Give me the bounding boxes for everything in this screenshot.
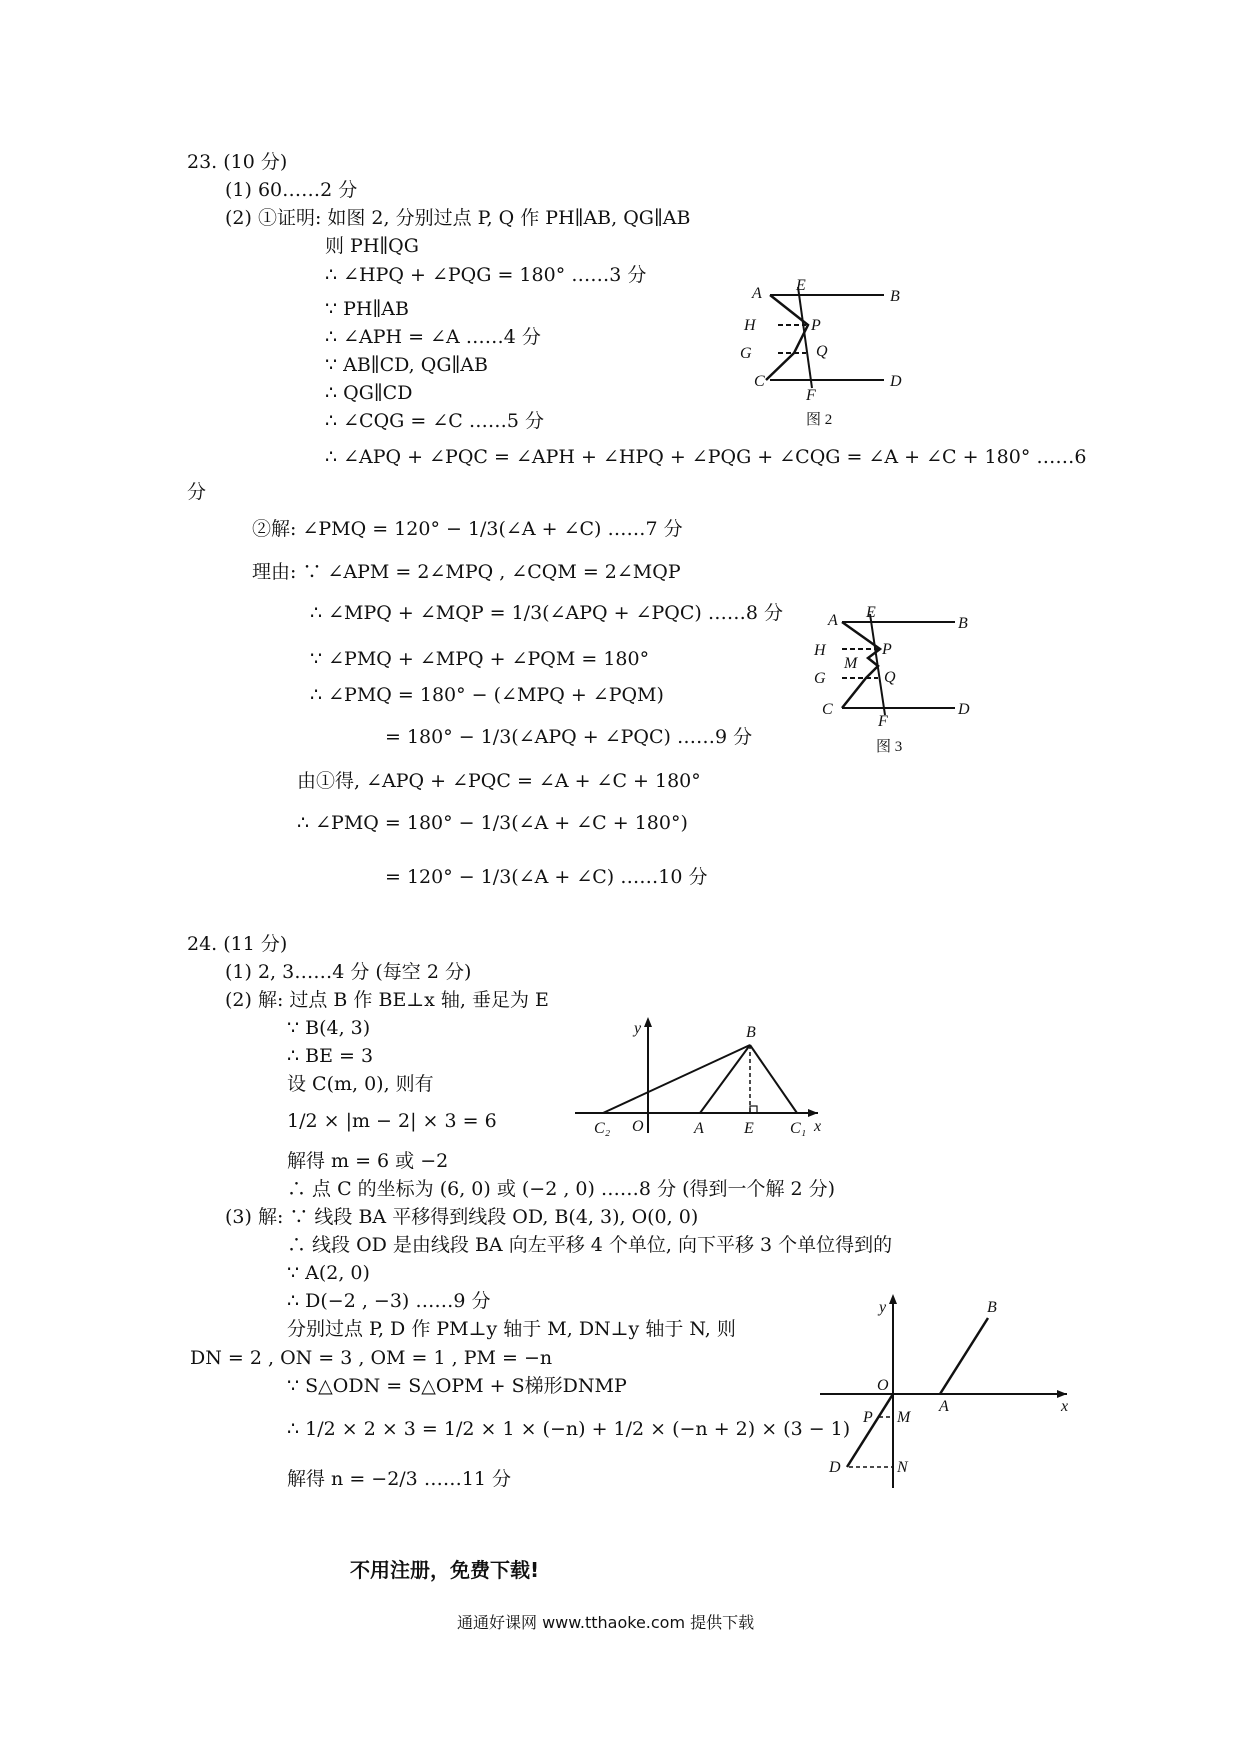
q23-line: 由①得, ∠APQ + ∠PQC = ∠A + ∠C + 180°: [297, 770, 701, 792]
q24-line: 1/2 × |m − 2| × 3 = 6: [287, 1110, 497, 1132]
q24-line: 分别过点 P, D 作 PM⊥y 轴于 M, DN⊥y 轴于 N, 则: [287, 1318, 736, 1340]
figure-3: [808, 603, 988, 761]
fig2-label: P: [811, 317, 821, 334]
q23-header: 23. (10 分): [187, 151, 288, 173]
fig3-label: P: [882, 641, 892, 658]
q24-line: ∴ D(−2 , −3) ……9 分: [287, 1290, 491, 1312]
q23-line: 理由: ∵ ∠APM = 2∠MPQ , ∠CQM = 2∠MQP: [252, 561, 681, 583]
fig3-label: F: [878, 713, 888, 730]
q23-line: 则 PH∥QG: [325, 235, 419, 257]
q24-line: ∵ B(4, 3): [287, 1017, 371, 1039]
fig2-label: B: [890, 288, 900, 305]
q23-line: (1) 60……2 分: [225, 179, 358, 201]
fig5-label: x: [1061, 1398, 1069, 1415]
q24-line: (3) 解: ∵ 线段 BA 平移得到线段 OD, B(4, 3), O(0, 0): [225, 1206, 699, 1228]
fig3-label: H: [814, 642, 826, 659]
q24-line: (2) 解: 过点 B 作 BE⊥x 轴, 垂足为 E: [225, 989, 549, 1011]
fig3-label: B: [958, 615, 968, 632]
q24-line: ∴ 线段 OD 是由线段 BA 向左平移 4 个单位, 向下平移 3 个单位得到的: [287, 1234, 893, 1256]
fig4-label: x: [814, 1118, 822, 1135]
fig4-label: y: [634, 1020, 642, 1037]
fig4-label: C₁: [790, 1120, 807, 1137]
q23-line: ∴ ∠PMQ = 180° − 1/3(∠A + ∠C + 180°): [297, 812, 688, 834]
fig5-label: B: [987, 1299, 997, 1316]
fig2-label: Q: [816, 343, 828, 360]
fig2-label: D: [890, 373, 902, 390]
q24-line: ∴ 1/2 × 2 × 3 = 1/2 × 1 × (−n) + 1/2 × (−n + 2) × (3 − 1): [287, 1418, 851, 1440]
fig2-label: E: [796, 278, 806, 294]
fig3-label: M: [844, 655, 858, 672]
q23-line: ∵ ∠PMQ + ∠MPQ + ∠PQM = 180°: [310, 648, 650, 670]
q23-line: ∵ PH∥AB: [325, 298, 409, 320]
fig5-label: D: [829, 1459, 841, 1476]
q24-line: (1) 2, 3……4 分 (每空 2 分): [225, 961, 472, 983]
q23-line: ∴ ∠APQ + ∠PQC = ∠APH + ∠HPQ + ∠PQG + ∠CQG = ∠A + ∠C + 180° ……6: [325, 446, 1087, 468]
q23-line: ∴ ∠HPQ + ∠PQG = 180° ……3 分: [325, 264, 647, 286]
fig2-caption: 图 2: [806, 412, 833, 428]
q23-line: ∴ ∠APH = ∠A ……4 分: [325, 326, 541, 348]
fig4-label: O: [632, 1118, 644, 1135]
fig2-label: G: [740, 345, 752, 362]
fig3-label: C: [822, 701, 833, 718]
q24-header: 24. (11 分): [187, 933, 288, 955]
q23-line: = 180° − 1/3(∠APQ + ∠PQC) ……9 分: [385, 726, 753, 748]
fig2-label: F: [806, 387, 816, 404]
fig3-label: G: [814, 670, 826, 687]
figure-2: [740, 278, 920, 436]
q23-line: (2) ①证明: 如图 2, 分别过点 P, Q 作 PH∥AB, QG∥AB: [225, 207, 691, 229]
fig3-label: Q: [884, 669, 896, 686]
site-footer: 通通好课网 www.tthaoke.com 提供下载: [457, 1613, 755, 1632]
q24-line: 设 C(m, 0), 则有: [287, 1073, 434, 1095]
figure-4: [570, 1015, 830, 1140]
q24-line: ∴ BE = 3: [287, 1045, 374, 1067]
q23-line: 分: [187, 481, 207, 503]
q24-line: ∴ 点 C 的坐标为 (6, 0) 或 (−2 , 0) ……8 分 (得到一个解 2 分): [287, 1178, 836, 1200]
download-banner: 不用注册，免费下载!: [350, 1558, 540, 1582]
figure-5: [815, 1290, 1075, 1490]
fig3-label: E: [866, 604, 876, 621]
q24-line: 解得 m = 6 或 −2: [287, 1150, 449, 1172]
fig5-label: y: [879, 1299, 887, 1316]
fig2-label: C: [754, 373, 765, 390]
q23-line: ②解: ∠PMQ = 120° − 1/3(∠A + ∠C) ……7 分: [252, 518, 683, 540]
fig4-label: C₂: [594, 1120, 611, 1137]
q23-line: ∴ QG∥CD: [325, 382, 413, 404]
fig3-label: A: [828, 612, 838, 629]
q23-line: ∵ AB∥CD, QG∥AB: [325, 354, 488, 376]
q23-line: = 120° − 1/3(∠A + ∠C) ……10 分: [385, 866, 708, 888]
q24-line: ∵ A(2, 0): [287, 1262, 370, 1284]
fig5-label: N: [897, 1459, 908, 1476]
fig2-label: A: [752, 285, 762, 302]
fig3-label: D: [958, 701, 970, 718]
fig5-label: P: [863, 1409, 873, 1426]
fig2-label: H: [744, 317, 756, 334]
fig4-label: A: [694, 1120, 704, 1137]
fig5-label: A: [939, 1398, 949, 1415]
fig4-label: E: [744, 1120, 754, 1137]
fig5-label: M: [897, 1409, 911, 1426]
q24-line: 解得 n = −2/3 ……11 分: [287, 1468, 512, 1490]
fig4-label: B: [746, 1024, 756, 1041]
fig5-label: O: [877, 1377, 889, 1394]
q24-line: ∵ S△ODN = S△OPM + S梯形DNMP: [287, 1375, 627, 1397]
q23-line: ∴ ∠MPQ + ∠MQP = 1/3(∠APQ + ∠PQC) ……8 分: [310, 602, 783, 624]
q23-line: ∴ ∠CQG = ∠C ……5 分: [325, 410, 544, 432]
fig3-caption: 图 3: [876, 739, 903, 755]
q23-line: ∴ ∠PMQ = 180° − (∠MPQ + ∠PQM): [310, 684, 664, 706]
q24-line: DN = 2 , ON = 3 , OM = 1 , PM = −n: [190, 1347, 553, 1369]
